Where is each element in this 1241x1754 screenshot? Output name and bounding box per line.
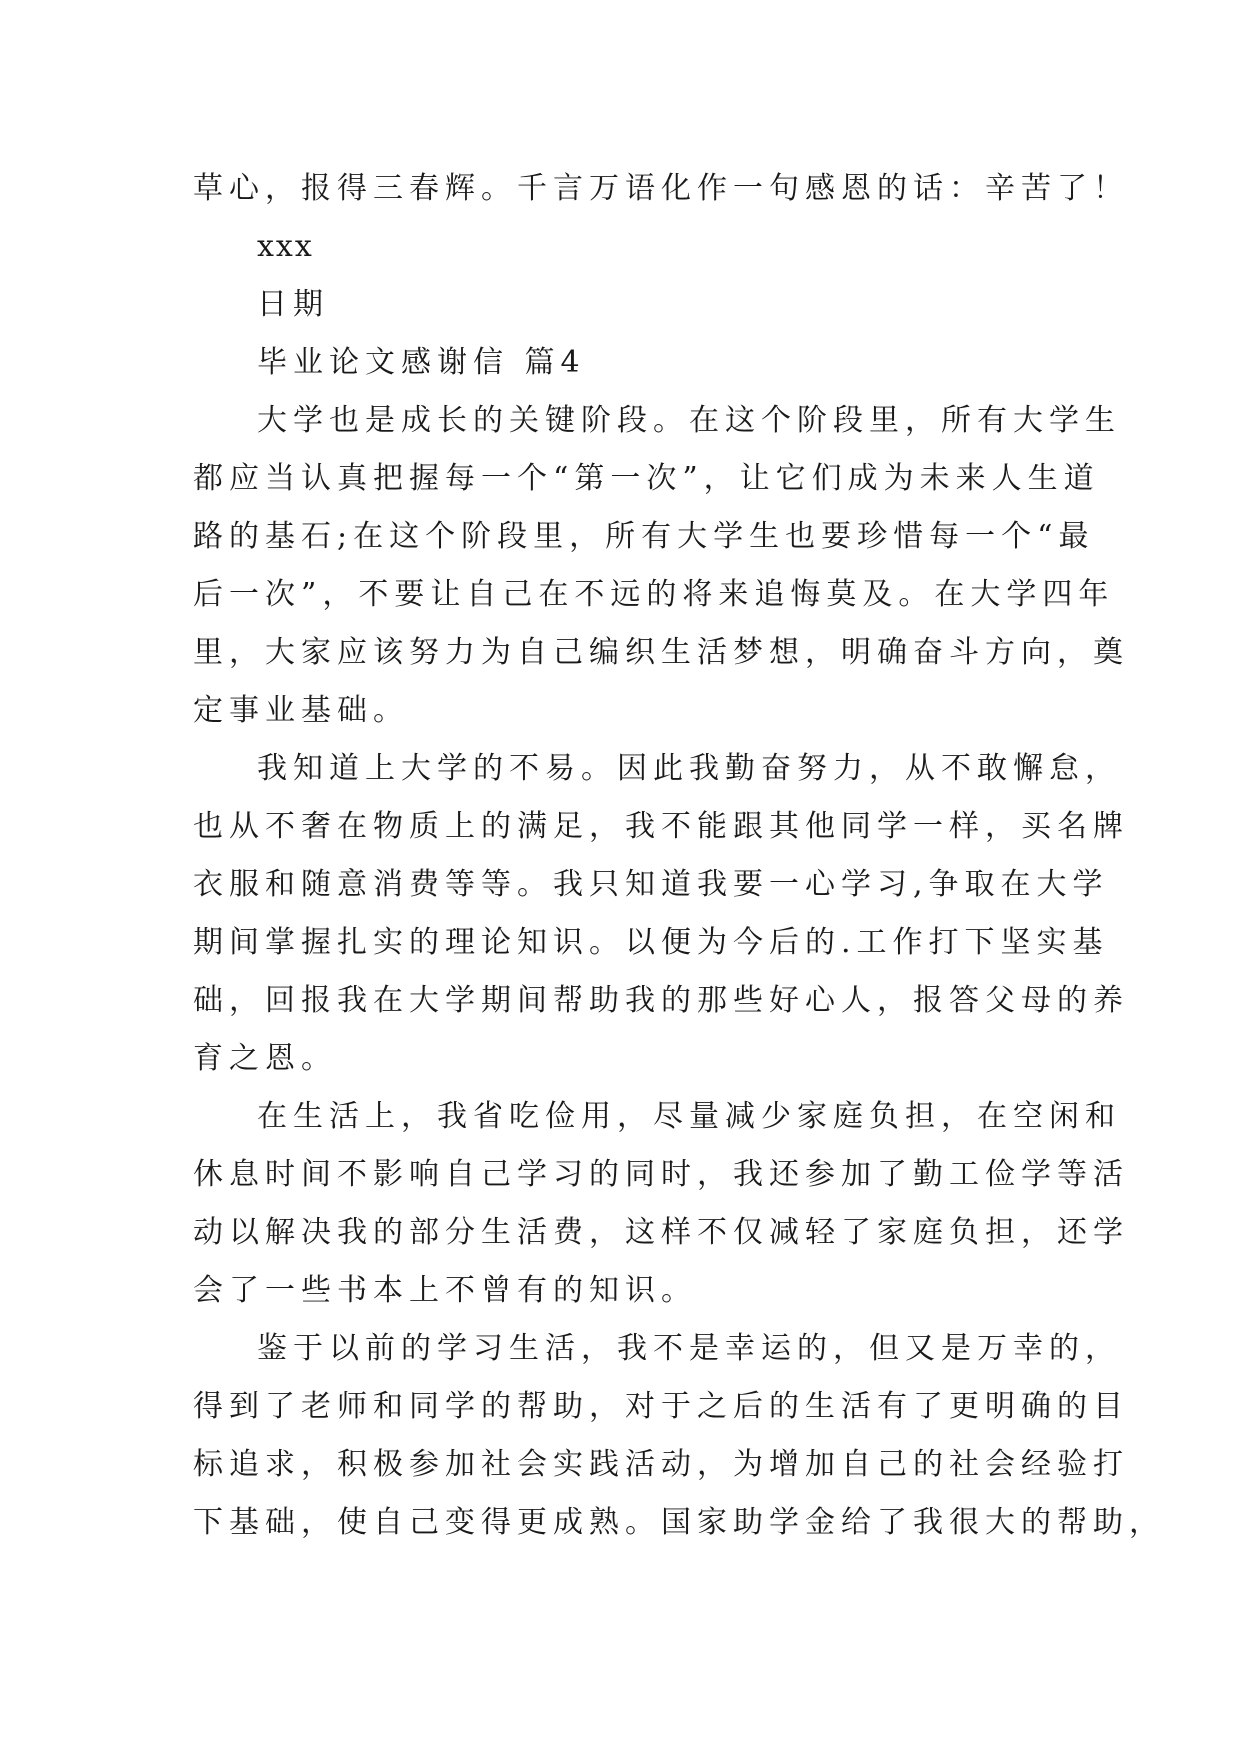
- text-line: 鉴于以前的学习生活，我不是幸运的，但又是万幸的，: [257, 1331, 1121, 1366]
- text-line: 大学也是成长的关键阶段。在这个阶段里，所有大学生: [257, 403, 1121, 438]
- text-line: 我知道上大学的不易。因此我勤奋努力，从不敢懈怠，: [257, 751, 1121, 786]
- text-line: 标追求，积极参加社会实践活动，为增加自己的社会经验打: [193, 1447, 1129, 1482]
- text-line: 在生活上，我省吃俭用，尽量减少家庭负担，在空闲和: [257, 1099, 1121, 1134]
- text-line: 础，回报我在大学期间帮助我的那些好心人，报答父母的养: [193, 983, 1129, 1018]
- signature-date: 日期: [257, 287, 329, 322]
- text-line: 路的基石;在这个阶段里，所有大学生也要珍惜每一个“最: [193, 519, 1095, 554]
- text-line: 会了一些书本上不曾有的知识。: [193, 1273, 697, 1308]
- text-line: 育之恩。: [193, 1041, 337, 1076]
- document-page: [193, 160, 1165, 1552]
- text-line: 都应当认真把握每一个“第一次”，让它们成为未来人生道: [193, 461, 1100, 496]
- text-line: 下基础，使自己变得更成熟。国家助学金给了我很大的帮助，: [193, 1505, 1165, 1540]
- text-line: 动以解决我的部分生活费，这样不仅减轻了家庭负担，还学: [193, 1215, 1129, 1250]
- signature-name: xxx: [257, 229, 314, 264]
- text-line: 得到了老师和同学的帮助，对于之后的生活有了更明确的目: [193, 1389, 1129, 1424]
- text-line: 休息时间不影响自己学习的同时，我还参加了勤工俭学等活: [193, 1157, 1129, 1192]
- text-line: 草心，报得三春辉。千言万语化作一句感恩的话：辛苦了！: [193, 171, 1129, 206]
- text-line: 定事业基础。: [193, 693, 409, 728]
- text-line: 期间掌握扎实的理论知识。以便为今后的.工作打下坚实基: [193, 925, 1109, 960]
- text-line: 也从不奢在物质上的满足，我不能跟其他同学一样，买名牌: [193, 809, 1129, 844]
- section-heading: 毕业论文感谢信 篇4: [257, 345, 586, 380]
- text-line: 衣服和随意消费等等。我只知道我要一心学习,争取在大学: [193, 867, 1109, 902]
- text-line: 后一次”，不要让自己在不远的将来追悔莫及。在大学四年: [193, 577, 1115, 612]
- text-line: 里，大家应该努力为自己编织生活梦想，明确奋斗方向，奠: [193, 635, 1129, 670]
